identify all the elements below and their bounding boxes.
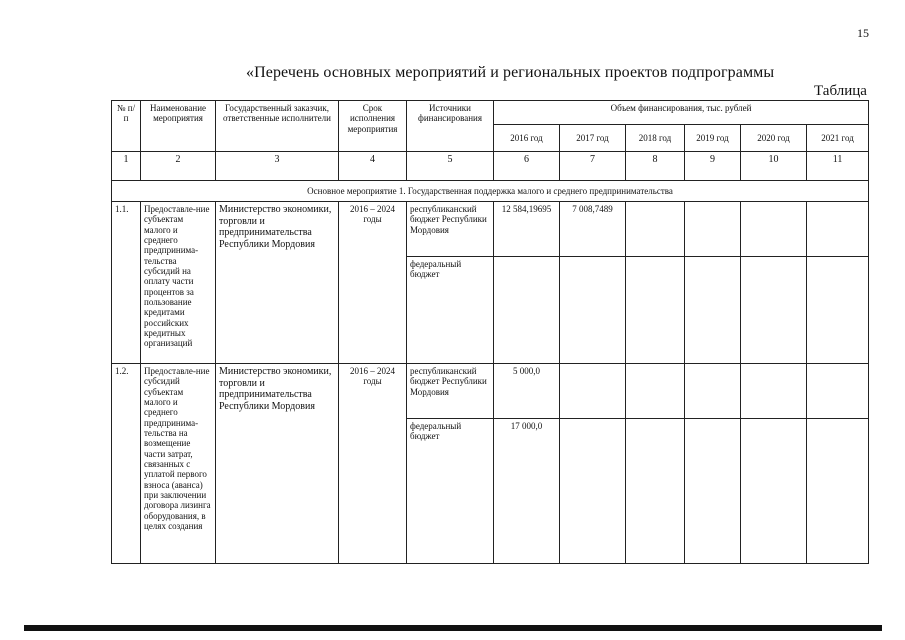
row-source: республиканский бюджет Республики Мордовия [407,202,494,257]
column-number: 8 [626,152,685,181]
header-year: 2021 год [807,125,869,152]
column-number: 5 [407,152,494,181]
row-name: Предоставле-ние субсидий субъектам малого и среднего предпринима-тельства на возмещение части затрат, связанных с уплатой первого взноса (аванса) при заключении договора лизинга оборудования, в целях создания [141,364,216,564]
row-value [626,419,685,564]
row-value [685,419,741,564]
column-number: 4 [339,152,407,181]
header-num: № п/п [112,101,141,152]
row-name: Предоставле-ние субъектам малого и среднего предпринима-тельства субсидий на оплату части процентов за пользование кредитами российских кредитных организаций [141,202,216,364]
table-row [112,364,869,419]
column-numbers-row [112,152,869,181]
header-customer: Государственный заказчик, ответственные исполнители [216,101,339,152]
row-value [626,364,685,419]
row-value [560,257,626,364]
row-value [685,202,741,257]
row-value: 17 000,0 [494,419,560,564]
row-value [807,257,869,364]
row-value [741,419,807,564]
header-year: 2020 год [741,125,807,152]
row-customer: Министерство экономики, торговли и предпринимательства Республики Мордовия [216,364,339,564]
row-value [494,257,560,364]
section-row [112,181,869,202]
header-year: 2019 год [685,125,741,152]
row-value: 7 008,7489 [560,202,626,257]
column-number: 1 [112,152,141,181]
row-value [685,364,741,419]
page-title: «Перечень основных мероприятий и региональных проектов подпрограммы [246,64,775,81]
header-row [112,101,869,125]
column-number: 11 [807,152,869,181]
table-row [112,202,869,257]
row-num: 1.2. [112,364,141,564]
row-value [807,364,869,419]
section-title: Основное мероприятие 1. Государственная поддержка малого и среднего предпринимательства [112,181,869,202]
column-number: 3 [216,152,339,181]
row-value [741,257,807,364]
row-value: 5 000,0 [494,364,560,419]
header-year: 2016 год [494,125,560,152]
row-source: федеральный бюджет [407,419,494,564]
column-number: 2 [141,152,216,181]
header-term: Срок исполнения мероприятия [339,101,407,152]
header-volume: Объем финансирования, тыс. рублей [494,101,869,125]
funding-table [111,100,869,564]
row-value [685,257,741,364]
row-customer: Министерство экономики, торговли и предпринимательства Республики Мордовия [216,202,339,364]
row-value [560,419,626,564]
header-name: Наименование мероприятия [141,101,216,152]
row-num: 1.1. [112,202,141,364]
row-value [741,202,807,257]
row-term: 2016 – 2024 годы [339,364,407,564]
header-year: 2018 год [626,125,685,152]
row-value: 12 584,19695 [494,202,560,257]
scan-edge-bar [24,625,882,631]
row-value [807,202,869,257]
column-number: 9 [685,152,741,181]
row-value [626,202,685,257]
table-label: Таблица [814,83,867,99]
page-number: 15 [857,26,869,40]
row-source: федеральный бюджет [407,257,494,364]
row-value [560,364,626,419]
row-value [741,364,807,419]
row-value [807,419,869,564]
column-number: 6 [494,152,560,181]
row-value [626,257,685,364]
header-year: 2017 год [560,125,626,152]
row-term: 2016 – 2024 годы [339,202,407,364]
column-number: 10 [741,152,807,181]
header-sources: Источники финансирования [407,101,494,152]
row-source: республиканский бюджет Республики Мордовия [407,364,494,419]
column-number: 7 [560,152,626,181]
